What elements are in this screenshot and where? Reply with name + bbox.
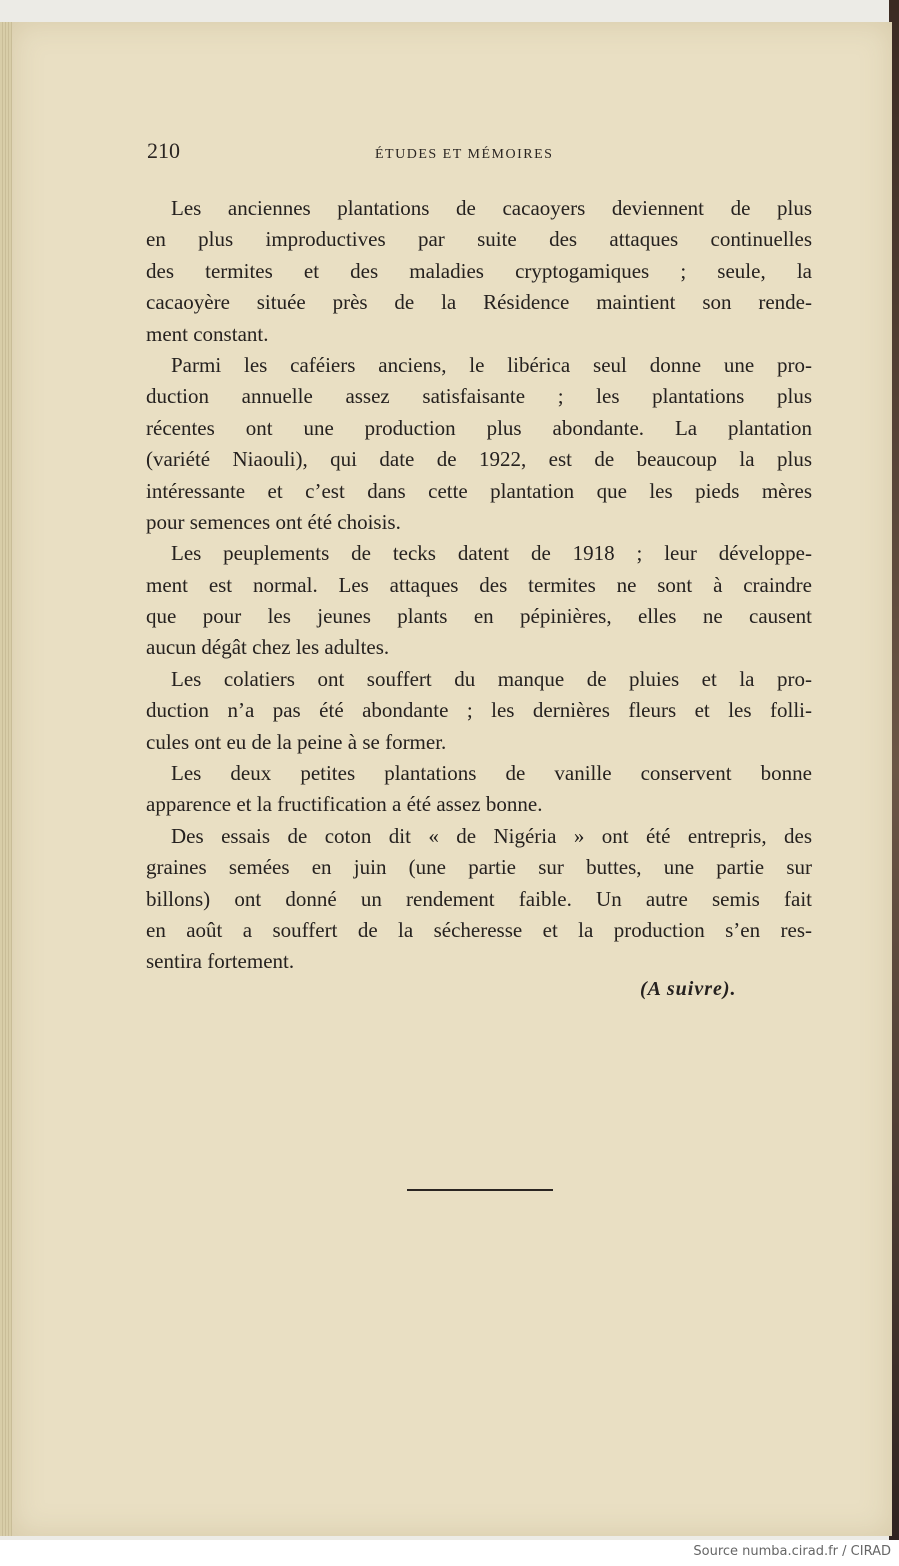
text-line: Les peuplements de tecks datent de 1918 ; leur développe-: [171, 541, 812, 566]
text-line: en août a souffert de la sécheresse et la production s’en res-: [146, 917, 812, 942]
running-title: ÉTUDES ET MÉMOIRES: [375, 147, 554, 162]
text-line: sentira fortement.: [146, 949, 295, 974]
text-line: Les colatiers ont souffert du manque de pluies et la pro-: [171, 666, 812, 691]
text-line: duction annuelle assez satisfaisante ; les plantations plus: [146, 384, 812, 409]
page-edge: [0, 22, 12, 1536]
page-number: 210: [147, 138, 180, 163]
source-credit: Source numba.cirad.fr / CIRAD: [693, 1544, 891, 1559]
text-line: billons) ont donné un rendement faible. Un autre semis fait: [146, 886, 812, 911]
text-line: duction n’a pas été abondante ; les dernières fleurs et les folli-: [146, 698, 812, 723]
text-line: cules ont eu de la peine à se former.: [146, 729, 447, 754]
text-line: que pour les jeunes plants en pépinières, elles ne causent: [146, 604, 812, 629]
text-line: aucun dégât chez les adultes.: [146, 635, 390, 660]
text-line: graines semées en juin (une partie sur buttes, une partie sur: [146, 855, 812, 880]
text-line: en plus improductives par suite des attaques continuelles: [146, 227, 812, 252]
text-line: Parmi les caféiers anciens, le libérica seul donne une pro-: [171, 352, 812, 377]
text-line: des termites et des maladies cryptogamiques ; seule, la: [146, 258, 812, 283]
to-be-continued: (A suivre).: [640, 978, 737, 1000]
text-line: apparence et la fructification a été assez bonne.: [146, 792, 543, 817]
section-rule: [407, 1189, 553, 1191]
text-line: cacaoyère située près de la Résidence maintient son rende-: [146, 290, 812, 315]
text-line: récentes ont une production plus abondante. La plantation: [146, 415, 812, 440]
text-line: pour semences ont été choisis.: [146, 509, 401, 534]
text-line: ment est normal. Les attaques des termites ne sont à craindre: [146, 572, 812, 597]
text-line: Les anciennes plantations de cacaoyers deviennent de plus: [171, 196, 812, 220]
text-line: Des essais de coton dit « de Nigéria » ont été entrepris, des: [171, 823, 812, 848]
text-line: intéressante et c’est dans cette plantation que les pieds mères: [146, 478, 812, 503]
text-line: ment constant.: [146, 321, 269, 346]
text-line: Les deux petites plantations de vanille conservent bonne: [171, 761, 812, 786]
body-text: [146, 193, 812, 978]
text-line: (variété Niaouli), qui date de 1922, est de beaucoup la plus: [146, 447, 812, 472]
